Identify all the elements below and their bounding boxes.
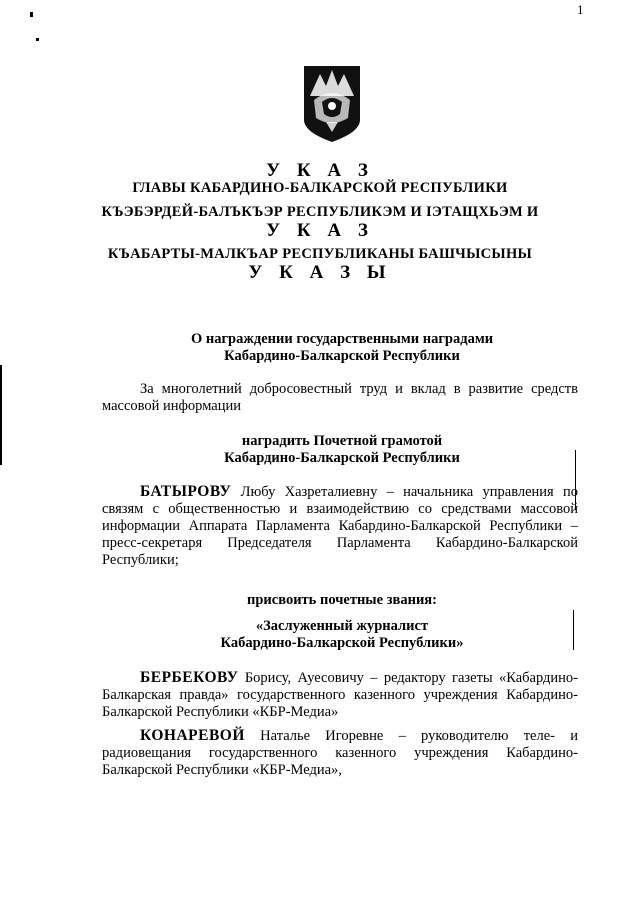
scan-mark	[36, 38, 39, 41]
recipient-text-2: Борису, Ауесовичу – редактору газеты «Кабардино-Балкарская правда» государственного казенного учреждения Кабардино-Балкарской Республики «КБР-Медиа»	[102, 670, 578, 720]
scan-mark	[0, 365, 2, 465]
award-heading-1	[102, 433, 582, 467]
heading-line-2: КЪЭБЭРДЕЙ-БАЛЪКЪЭР РЕСПУБЛИКЭМ И IЭТАЩХЬЭМ И	[101, 204, 539, 220]
heading-line-1: ГЛАВЫ КАБАРДИНО-БАЛКАРСКОЙ РЕСПУБЛИКИ	[132, 180, 508, 196]
honorary-title-line-2: Кабардино-Балкарской Республики»	[220, 635, 464, 651]
decree-title-line-1: О награждении государственными наградами	[190, 331, 494, 347]
honorary-title-line-1: «Заслуженный журналист	[255, 618, 429, 634]
ukaz-heading-2: У К А З	[266, 220, 374, 241]
decree-title-line-2: Кабардино-Балкарской Республики	[224, 348, 460, 364]
decree-title	[102, 331, 582, 365]
recipient-text-3: Наталье Игоревне – руководителю теле- и радиовещания государственного казенного учреждения Кабардино-Балкарской Республики «КБР-Медиа»,	[102, 728, 578, 778]
recipient-text-1: Любу Хазреталиевну – начальника управления по связям с общественностью и взаимодействию со средствами массовой информации Аппарата Парламента Кабардино-Балкарской Республики – пресс-секретаря Председателя Парламента Кабардино-Балкарской Республики;	[102, 484, 578, 568]
recipient-name-3: КОНАРЕВОЙ	[140, 727, 245, 744]
recipient-name-2: БЕРБЕКОВУ	[140, 669, 239, 686]
honorary-title	[102, 618, 582, 652]
recipient-paragraph-1	[102, 483, 578, 569]
award-heading-1-line-1: наградить Почетной грамотой	[241, 433, 443, 449]
page-number: 1	[577, 2, 584, 17]
award-heading-1-line-2: Кабардино-Балкарской Республики	[224, 450, 460, 466]
award-heading-2: присвоить почетные звания:	[247, 592, 437, 608]
heading-line-3: КЪАБАРТЫ-МАЛКЪАР РЕСПУБЛИКАНЫ БАШЧЫСЫНЫ	[107, 246, 533, 262]
recipient-paragraph-3	[102, 727, 578, 779]
ukaz-heading-3: У К А З Ы	[248, 262, 392, 283]
coat-of-arms-icon	[304, 66, 360, 142]
scan-mark	[30, 12, 33, 17]
intro-paragraph: За многолетний добросовестный труд и вклад в развитие средств массовой информации	[102, 381, 578, 414]
recipient-name-1: БАТЫРОВУ	[140, 483, 232, 500]
recipient-paragraph-2	[102, 669, 578, 721]
ukaz-heading-1: У К А З	[266, 160, 374, 181]
